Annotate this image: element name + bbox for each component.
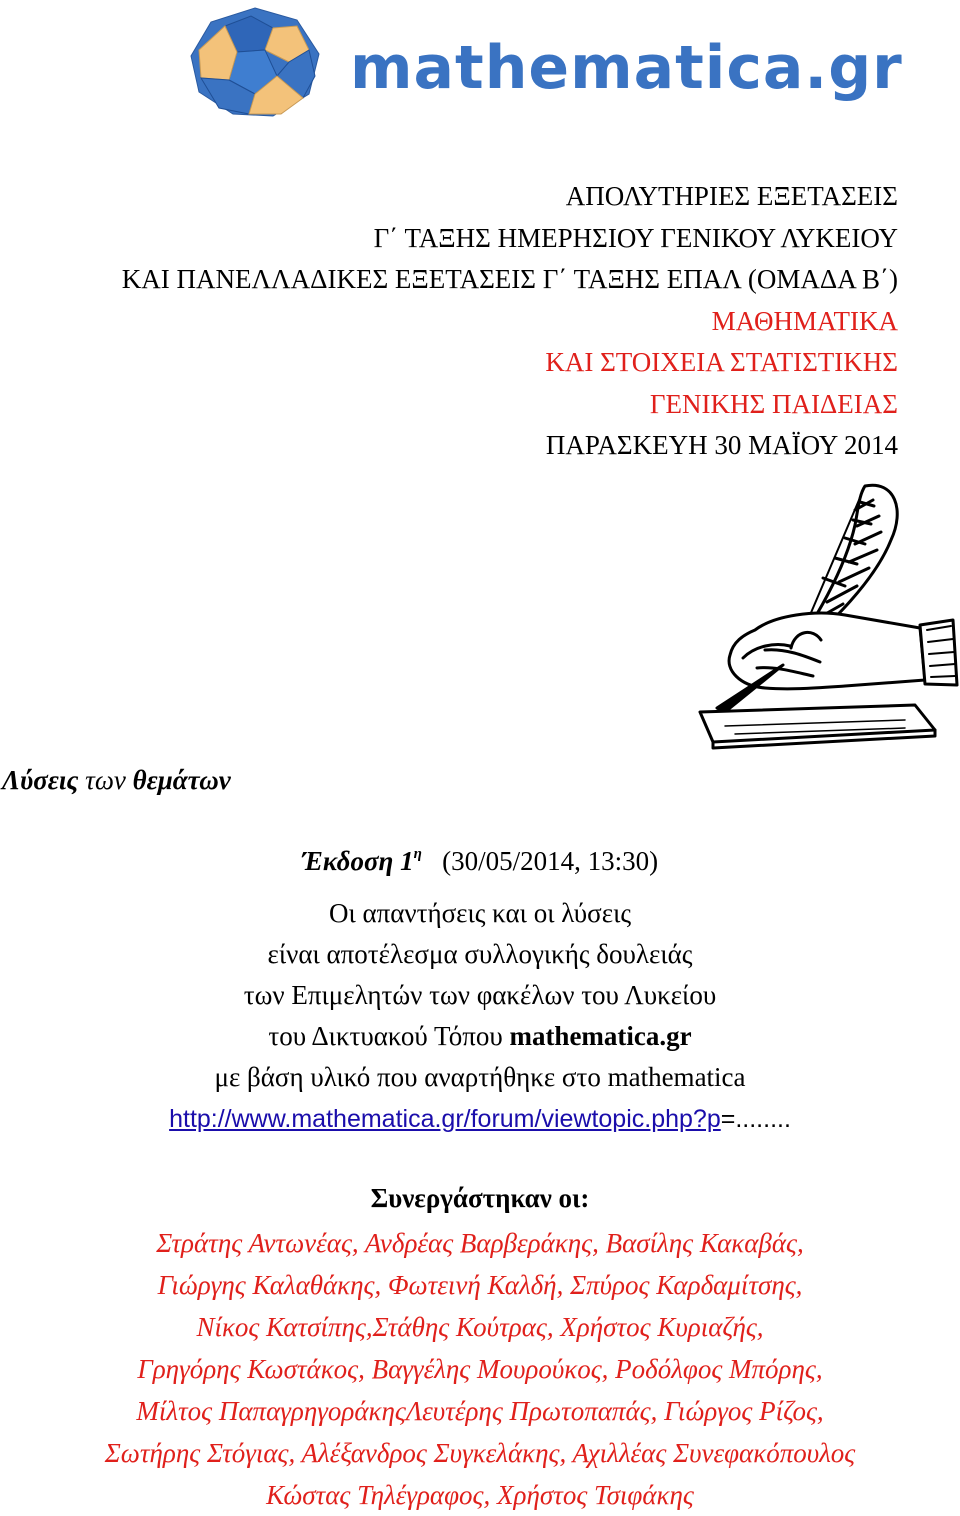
subject-line: ΓΕΝΙΚΗΣ ΠΑΙΔΕΙΑΣ	[649, 388, 898, 419]
edition-line	[0, 846, 960, 877]
edition-datetime: (30/05/2014, 13:30)	[442, 846, 659, 876]
info-line: Οι απαντήσεις και οι λύσεις	[328, 898, 632, 928]
quill-hand-illustration-icon	[695, 480, 960, 750]
info-line: με βάση υλικό που αναρτήθηκε στο mathematica	[214, 1062, 746, 1092]
contributors-line: Σωτήρης Στόγιας, Αλέξανδρος Συγκελάκης, Αχιλλέας Συνεφακόπουλος	[104, 1438, 856, 1468]
contributors-line: Νίκος Κατσίπης,Στάθης Κούτρας, Χρήστος Κυριαζής,	[196, 1312, 764, 1342]
logo-text: mathematica.gr	[350, 33, 903, 103]
info-line	[0, 1016, 960, 1057]
info-block	[0, 893, 960, 1140]
contributors-line: Γιώργης Καλαθάκης, Φωτεινή Καλδή, Σπύρος Καρδαμίτσης,	[157, 1270, 803, 1300]
solutions-word: Λύσεις	[2, 765, 79, 795]
subject-line: ΚΑΙ ΣΤΟΙΧΕΙΑ ΣΤΑΤΙΣΤΙΚΗΣ	[545, 347, 898, 377]
contributors-line: Μίλτος ΠαπαγρηγοράκηςΛευτέρης Πρωτοπαπάς, Γιώργος Ρίζος,	[136, 1396, 824, 1426]
contributors-line: Στράτης Αντωνέας, Ανδρέας Βαρβεράκης, Βασίλης Κακαβάς,	[156, 1228, 804, 1258]
exam-heading	[122, 176, 898, 467]
heading-line: ΑΠΟΛΥΤΗΡΙΕΣ ΕΞΕΤΑΣΕΙΣ	[565, 181, 898, 211]
subject-line: ΜΑΘΗΜΑΤΙΚΑ	[711, 305, 898, 336]
heading-line: ΚΑΙ ΠΑΝΕΛΛΑΔΙΚΕΣ ΕΞΕΤΑΣΕΙΣ Γ΄ ΤΑΞΗΣ ΕΠΑΛ (ΟΜΑΔΑ Β΄)	[121, 264, 898, 294]
edition-label: Έκδοση 1	[301, 846, 414, 876]
forum-link-tail: =........	[720, 1105, 791, 1133]
edition-superscript: η	[413, 846, 422, 862]
logo-polyhedron-icon	[185, 6, 325, 118]
info-line: είναι αποτέλεσμα συλλογικής δουλειάς	[267, 939, 693, 969]
contributors-list	[0, 1222, 960, 1516]
forum-link[interactable]: http://www.mathematica.gr/forum/viewtopic.php?p	[169, 1105, 721, 1133]
solutions-word: των	[85, 765, 126, 795]
contributors-line: Γρηγόρης Κωστάκος, Βαγγέλης Μουρούκος, Ροδόλφος Μπόρης,	[137, 1354, 823, 1384]
solutions-word: θεμάτων	[132, 765, 231, 795]
info-line: των Επιμελητών των φακέλων του Λυκείου	[243, 980, 717, 1010]
heading-line: Γ΄ ΤΑΞΗΣ ΗΜΕΡΗΣΙΟΥ ΓΕΝΙΚΟΥ ΛΥΚΕΙΟΥ	[373, 222, 898, 253]
site-name: mathematica.gr	[509, 1021, 692, 1051]
forum-link-line	[0, 1098, 960, 1140]
contributors-line: Κώστας Τηλέγραφος, Χρήστος Τσιφάκης	[266, 1480, 694, 1510]
solutions-title	[2, 765, 231, 796]
info-line-prefix: του Δικτυακού Τόπου	[268, 1021, 510, 1051]
contributors-title: Συνεργάστηκαν οι:	[370, 1183, 590, 1213]
exam-date: ΠΑΡΑΣΚΕΥΗ 30 ΜΑΪΟΥ 2014	[545, 430, 898, 460]
